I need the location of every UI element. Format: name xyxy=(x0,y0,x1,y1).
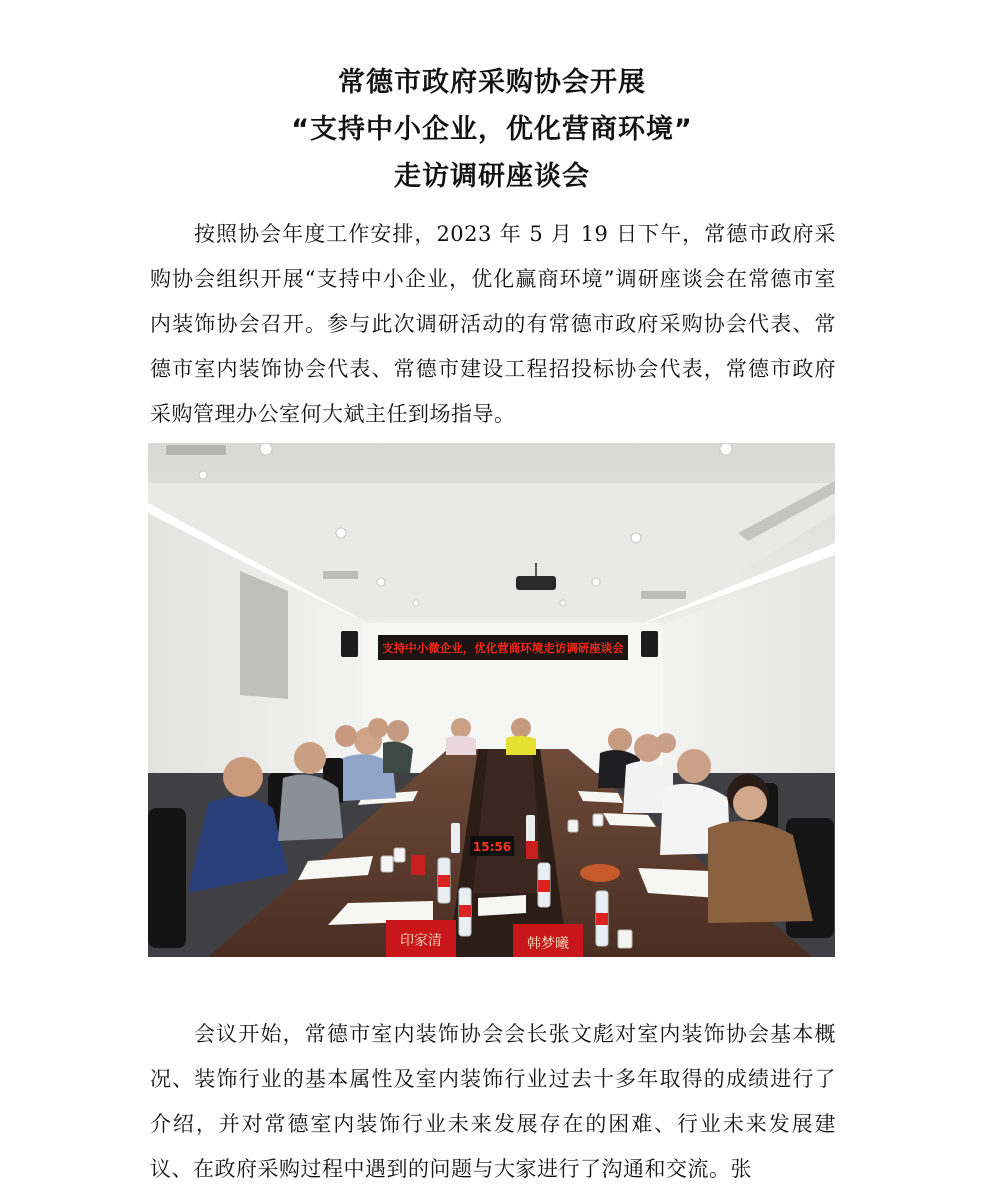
paragraph-intro xyxy=(150,212,836,437)
name-card-right-text: 韩梦曦 xyxy=(527,936,569,952)
fruit-plate xyxy=(580,864,620,882)
name-card-right xyxy=(513,924,583,957)
desk-clock-text: 15:56 xyxy=(472,840,512,854)
name-card-left-text: 印家清 xyxy=(400,933,442,949)
speaker-right xyxy=(641,631,658,657)
name-card-left xyxy=(386,920,456,957)
title-line-2: “支持中小企业，优化营商环境” xyxy=(291,114,693,145)
wall-panel xyxy=(240,571,288,699)
projector xyxy=(516,576,556,590)
ceiling-vent xyxy=(166,445,226,455)
title-line-3: 走访调研座谈会 xyxy=(394,161,590,192)
paragraph-2-text: 会议开始，常德市室内装饰协会会长张文彪对室内装饰协会基本概况、装饰行业的基本属性及室内装饰行业过去十多年取得的成绩进行了介绍，并对常德室内装饰行业未来发展存在的困难、行业未来发展建议、在政府采购过程中遇到的问题与大家进行了沟通和交流。张 xyxy=(150,1022,836,1181)
paragraph-meeting xyxy=(150,1012,836,1192)
paragraph-1-text: 按照协会年度工作安排，2023 年 5 月 19 日下午，常德市政府采购协会组织开展“支持中小企业，优化赢商环境”调研座谈会在常德市室内装饰协会召开。参与此次调研活动的有常德市政府采购协会代表、常德市室内装饰协会代表、常德市建设工程招投标协会代表，常德市政府采购管理办公室何大斌主任到场指导。 xyxy=(150,222,836,426)
title-line-1: 常德市政府采购协会开展 xyxy=(338,67,646,98)
led-banner-text: 支持中小微企业，优化营商环境走访调研座谈会 xyxy=(382,641,624,655)
meeting-photo xyxy=(148,443,835,957)
speaker-left xyxy=(341,631,358,657)
